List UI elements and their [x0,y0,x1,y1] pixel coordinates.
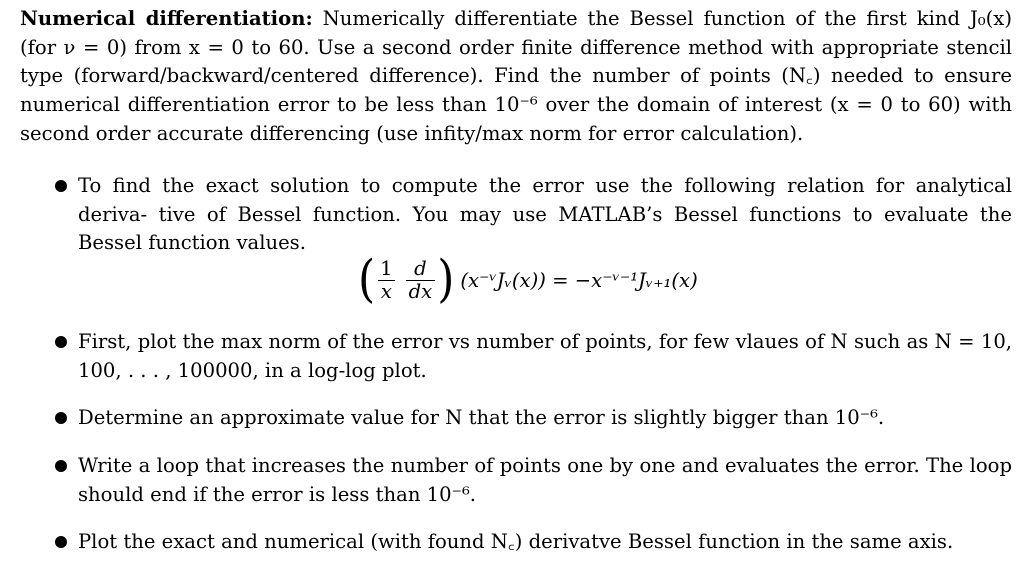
fraction-denominator: x [378,280,395,303]
bullet-marker [55,336,67,348]
left-paren: ( [358,250,376,309]
bessel-derivative-equation [358,250,758,310]
intro-line: second order accurate differencing (use infity/max norm for error calculation). [20,121,804,145]
fraction-d-over-dx [406,258,436,303]
fraction-numerator: 1 [380,256,393,280]
bullet-line: Plot the exact and numerical (with found N꜀) derivatve Bessel function in the same axis. [78,530,954,553]
bullet-item-exact-solution [78,172,1012,258]
bullet-item-plot-derivative [78,528,1012,557]
bullet-item-approx-n [78,404,1012,433]
bullet-line: Determine an approximate value for N that the error is slightly bigger than 10⁻⁶. [78,406,885,429]
equation-rest: (x⁻ᵛJᵥ(x)) = −x⁻ᵛ⁻¹Jᵥ₊₁(x) [460,268,698,292]
fraction-numerator: d [414,256,427,280]
bullet-line: function values. [148,231,306,255]
intro-heading: Numerical differentiation: [20,7,313,30]
intro-line: (for ν = 0) from x = 0 to 60. Use a second order finite difference method with appropriate stencil [20,35,1012,59]
bullet-line: Write a loop that increases the number of points one by one and evaluates the error. The loop [78,454,1012,477]
intro-paragraph [20,5,1012,149]
intro-line: type (forward/backward/centered difference). Find the number of points (N꜀) needed to ensure [20,64,1012,88]
intro-line: Numerically differentiate the Bessel function of the first kind J₀(x) [322,7,1012,30]
fraction-one-over-x [377,258,395,303]
bullet-marker [55,412,67,424]
bullet-marker [55,536,67,548]
bullet-item-plot-error [78,328,1012,385]
bullet-line: N = 10, 100, . . . , 100000, in a log-log plot. [78,330,1013,382]
bullet-line: To find the exact solution to compute the error use the following relation for analytical deriva- [78,174,1012,226]
bullet-line: tive of Bessel function. You may use MATLAB’s Bessel functions to evaluate the Bessel [78,202,1012,255]
bullet-marker [55,180,67,192]
bullet-item-loop [78,452,1012,509]
right-paren: ) [437,250,455,309]
fraction-denominator: dx [406,280,436,303]
operator-fractions [375,258,437,303]
bullet-line: First, plot the max norm of the error vs number of points, for few vlaues of N such as [78,330,929,353]
bullet-marker [55,460,67,472]
intro-line: numerical differentiation error to be less than 10⁻⁶ over the domain of interest (x = 0 to 60) with [20,93,1012,117]
bullet-line: should end if the error is less than 10⁻⁶. [78,482,477,506]
